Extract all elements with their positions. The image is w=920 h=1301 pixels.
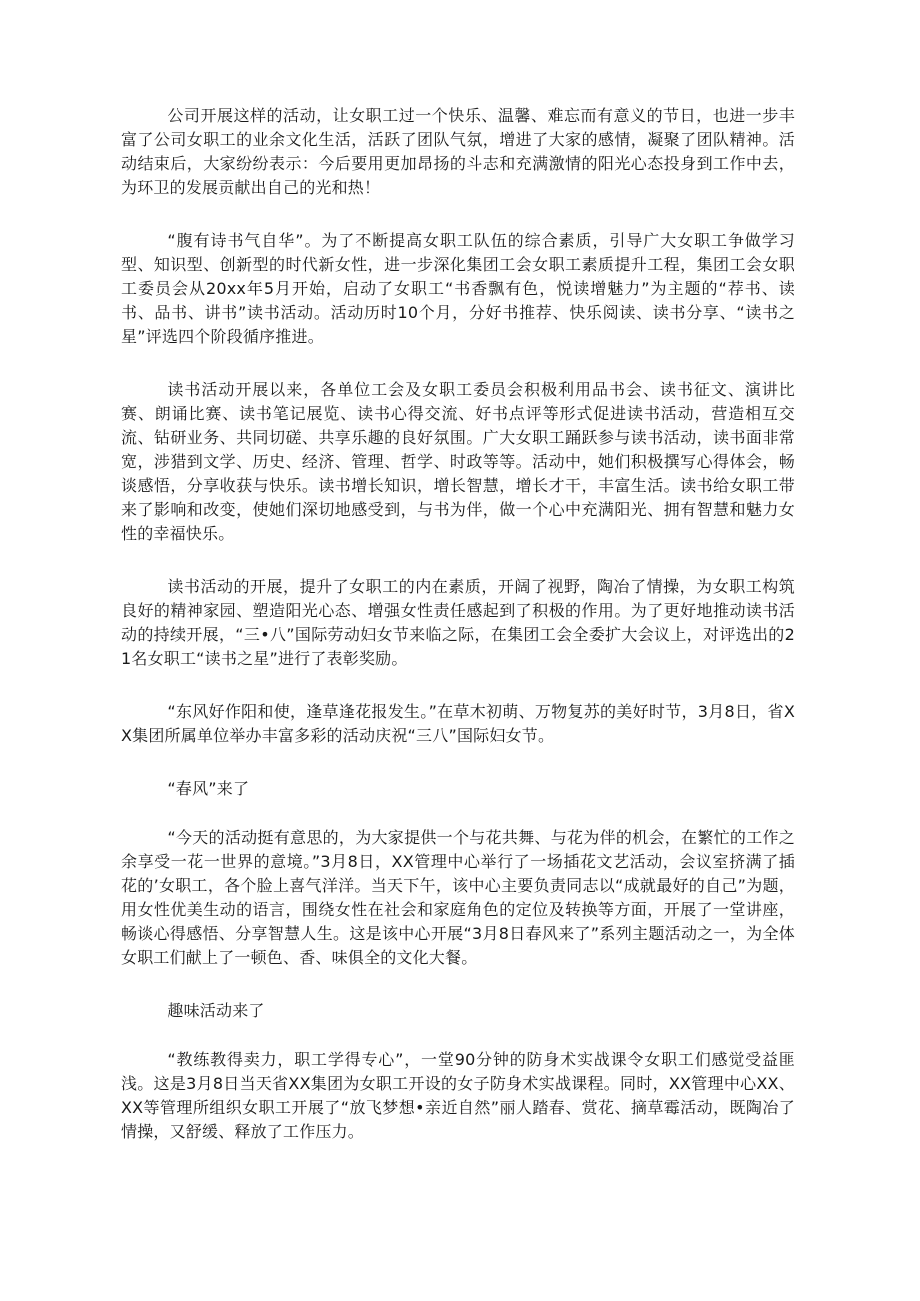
paragraph-reading-outcomes: 读书活动的开展，提升了女职工的内在素质，开阔了视野，陶冶了情操，为女职工构筑良好的精神家园、塑造阳光心态、增强女性责任感起到了积极的作用。为了更好地推动读书活动的持续开展，“三•八”国际劳动妇女节来临之际，在集团工会全委扩大会议上，对评选出的21名女职工“读书之星”进行了表彰奖励。 xyxy=(121,577,795,668)
paragraph-reading-campaign: “腹有诗书气自华”。为了不断提高女职工队伍的综合素质，引导广大女职工争做学习型、知识型、创新型的时代新女性，进一步深化集团工会女职工素质提升工程，集团工会女职工委员会从20xx年5月开始，启动了女职工“书香飘有色，悦读增魅力”为主题的“荐书、读书、品书、讲书”读书活动。活动历时10个月，分好书推荐、快乐阅读、读书分享、“读书之星”评选四个阶段循序推进。 xyxy=(121,231,795,346)
paragraph-flower-arranging: “今天的活动挺有意思的，为大家提供一个与花共舞、与花为伴的机会，在繁忙的工作之余享受一花一世界的意境。”3月8日，XX管理中心举行了一场插花文艺活动，会议室挤满了插花的’女职工，各个脸上喜气洋洋。当天下午，该中心主要负责同志以“成就最好的自己”为题，用女性优美生动的语言，围绕女性在社会和家庭角色的定位及转换等方面，开展了一堂讲座，畅谈心得感悟、分享智慧人生。这是该中心开展“3月8日春风来了”系列主题活动之一，为全体女职工们献上了一顿色、香、味俱全的文化大餐。 xyxy=(121,828,795,967)
section-heading-fun-activities: 趣味活动来了 xyxy=(167,1001,265,1020)
paragraph-self-defense: “教练教得卖力，职工学得专心”，一堂90分钟的防身术实战课令女职工们感觉受益匪浅。这是3月8日当天省XX集团为女职工开设的女子防身术实战课程。同时，XX管理中心XX、XX等管理所组织女职工开展了“放飞梦想•亲近自然”丽人踏春、赏花、摘草霉活动，既陶冶了情操，又舒缓、释放了工作压力。 xyxy=(121,1050,795,1141)
section-heading-spring-breeze: “春风”来了 xyxy=(167,779,250,798)
paragraph-reading-activities: 读书活动开展以来，各单位工会及女职工委员会积极利用品书会、读书征文、演讲比赛、朗诵比赛、读书笔记展览、读书心得交流、好书点评等形式促进读书活动，营造相互交流、钻研业务、共同切磋、共享乐趣的良好氛围。广大女职工踊跃参与读书活动，读书面非常宽，涉猎到文学、历史、经济、管理、哲学、时政等等。活动中，她们积极撰写心得体会，畅谈感悟，分享收获与快乐。读书增长知识，增长智慧，增长才干，丰富生活。读书给女职工带来了影响和改变，使她们深切地感受到，与书为伴，做一个心中充满阳光、拥有智慧和魅力女性的幸福快乐。 xyxy=(121,380,795,543)
document-body xyxy=(121,104,795,1173)
paragraph-event-summary: 公司开展这样的活动，让女职工过一个快乐、温馨、难忘而有意义的节日，也进一步丰富了公司女职工的业余文化生活，活跃了团队气氛，增进了大家的感情，凝聚了团队精神。活动结束后，大家纷纷表示：今后要用更加昂扬的斗志和充满激情的阳光心态投身到工作中去，为环卫的发展贡献出自己的光和热！ xyxy=(121,106,795,197)
paragraph-womens-day-intro: “东风好作阳和使，逢草逢花报发生。”在草木初萌、万物复苏的美好时节，3月8日，省XX集团所属单位举办丰富多彩的活动庆祝“三八”国际妇女节。 xyxy=(121,702,795,745)
